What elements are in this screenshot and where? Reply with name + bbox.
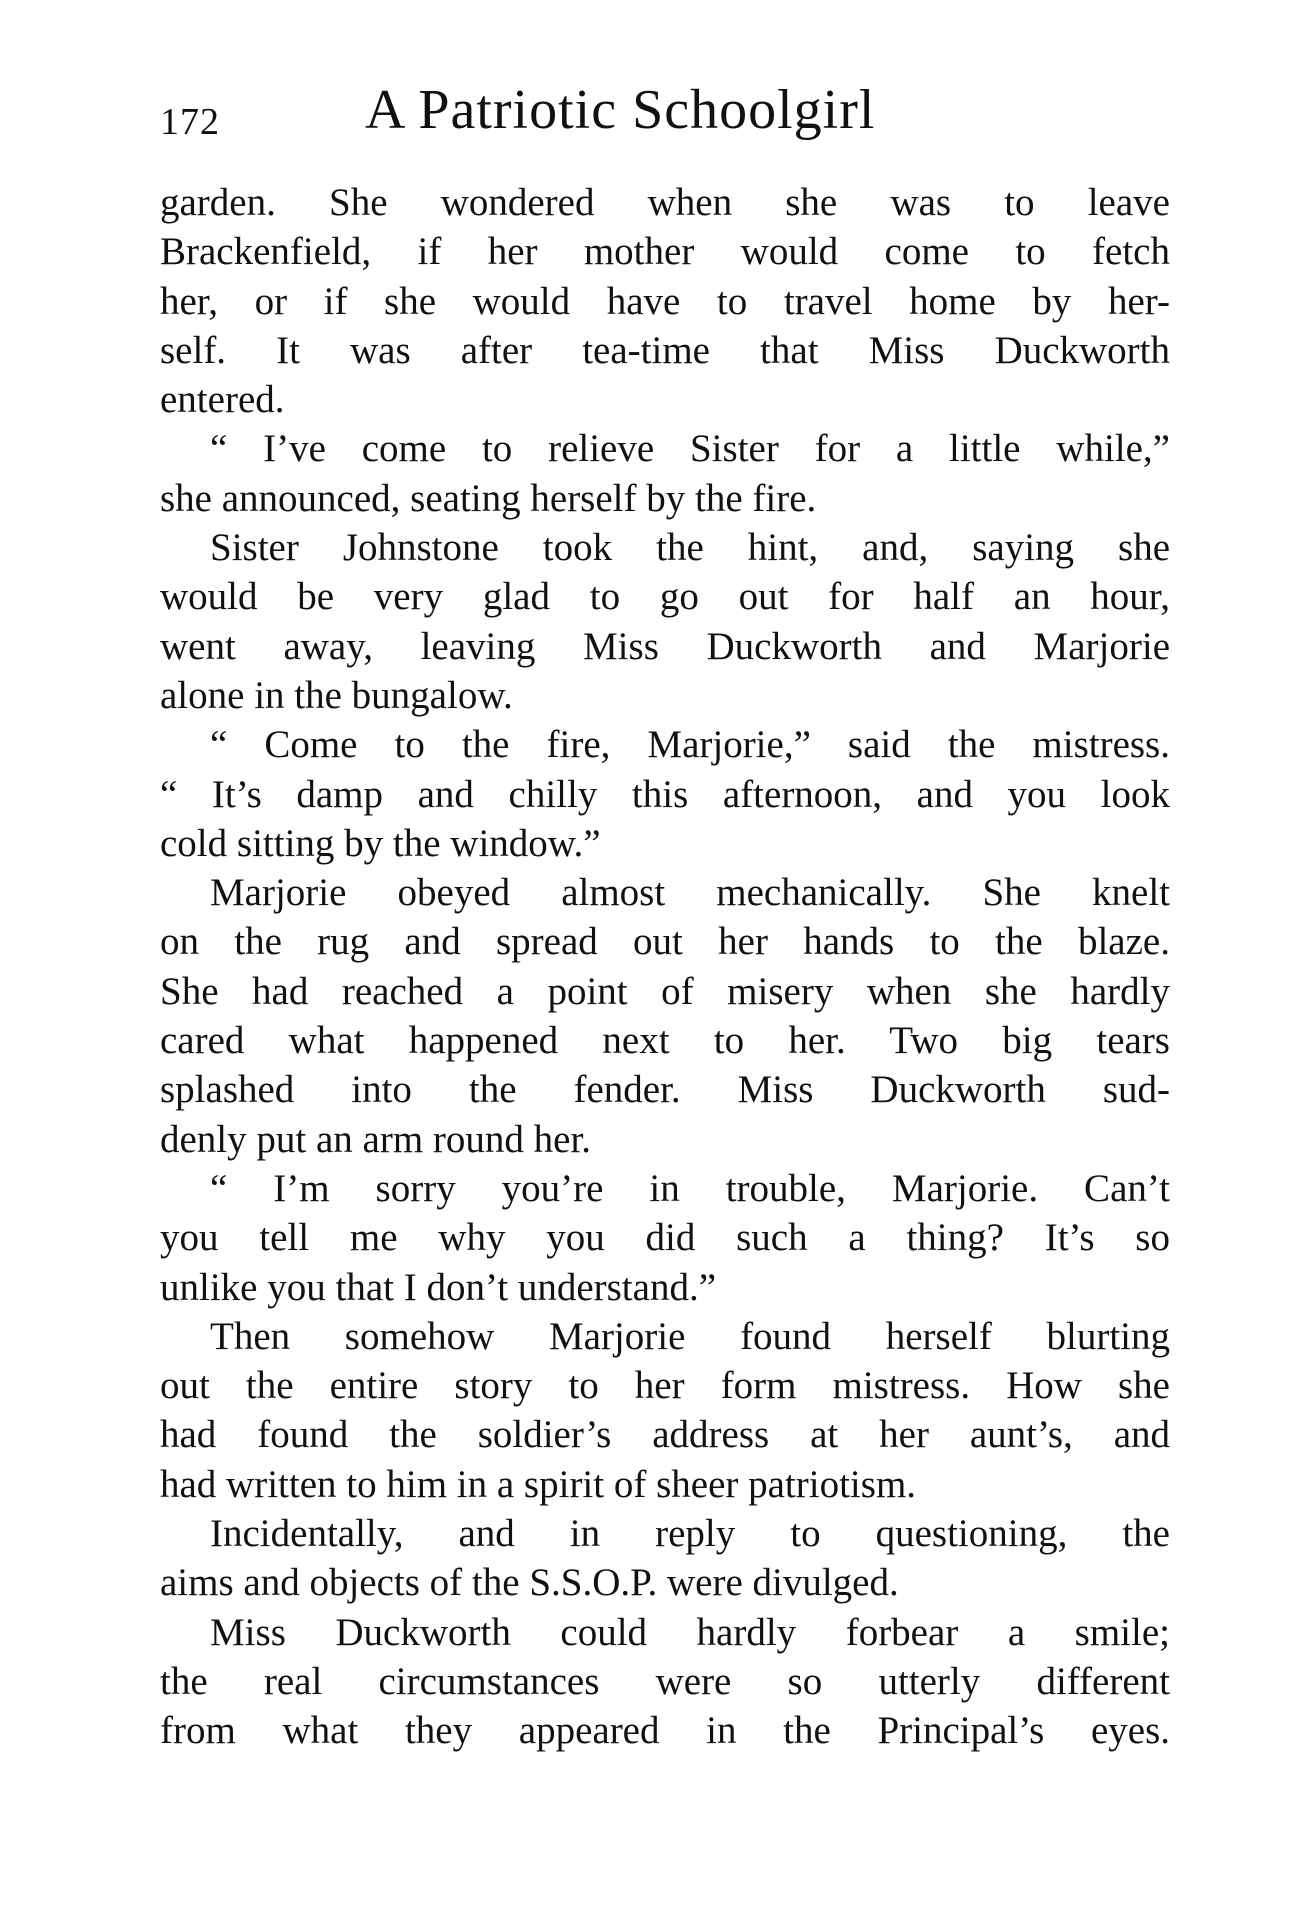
text-line: She had reached a point of misery when she hardly (160, 969, 1170, 1013)
running-head (160, 78, 1170, 148)
text-line: denly put an arm round her. (160, 1117, 592, 1161)
text-line: self. It was after tea-time that Miss Duckworth (160, 328, 1170, 372)
text-line: would be very glad to go out for half an hour, (160, 575, 1170, 619)
text-line: splashed into the fender. Miss Duckworth sud- (160, 1068, 1170, 1112)
text-line: Then somehow Marjorie found herself blurting (210, 1314, 1170, 1358)
text-line: alone in the bungalow. (160, 673, 513, 717)
text-line: “ I’m sorry you’re in trouble, Marjorie. Can’t (210, 1166, 1170, 1210)
text-line: cared what happened next to her. Two big tears (160, 1019, 1170, 1063)
text-line: “ Come to the fire, Marjorie,” said the mistress. (210, 723, 1170, 767)
text-line: entered. (160, 378, 285, 422)
text-line: had found the soldier’s address at her aunt’s, and (160, 1413, 1170, 1457)
text-line: “ It’s damp and chilly this afternoon, and you look (160, 772, 1170, 816)
text-line: Marjorie obeyed almost mechanically. She knelt (210, 871, 1170, 915)
text-line: from what they appeared in the Principal’s eyes. (160, 1709, 1170, 1753)
text-line: out the entire story to her form mistress. How she (160, 1364, 1170, 1408)
text-line: Sister Johnstone took the hint, and, saying she (210, 526, 1170, 570)
text-line: her, or if she would have to travel home by her- (160, 279, 1170, 323)
text-line: the real circumstances were so utterly different (160, 1659, 1170, 1703)
book-title: A Patriotic Schoolgirl (365, 79, 876, 141)
text-line: garden. She wondered when she was to leave (160, 181, 1170, 224)
text-line: went away, leaving Miss Duckworth and Marjorie (160, 624, 1170, 668)
text-line: Incidentally, and in reply to questioning, the (210, 1512, 1170, 1556)
text-line: cold sitting by the window.” (160, 821, 601, 865)
text-line: Brackenfield, if her mother would come to fetch (160, 230, 1170, 274)
text-line: on the rug and spread out her hands to the blaze. (160, 920, 1170, 964)
text-line: she announced, seating herself by the fire. (160, 476, 817, 520)
text-line: “ I’ve come to relieve Sister for a little while,” (210, 427, 1170, 471)
text-line: Miss Duckworth could hardly forbear a smile; (210, 1610, 1170, 1654)
text-line: had written to him in a spirit of sheer patriotism. (160, 1462, 917, 1506)
text-line: unlike you that I don’t understand.” (160, 1265, 716, 1309)
text-line: you tell me why you did such a thing? It’s so (160, 1216, 1170, 1260)
page-number: 172 (160, 101, 220, 143)
text-line: aims and objects of the S.S.O.P. were divulged. (160, 1561, 899, 1605)
body-text (160, 178, 1170, 1756)
